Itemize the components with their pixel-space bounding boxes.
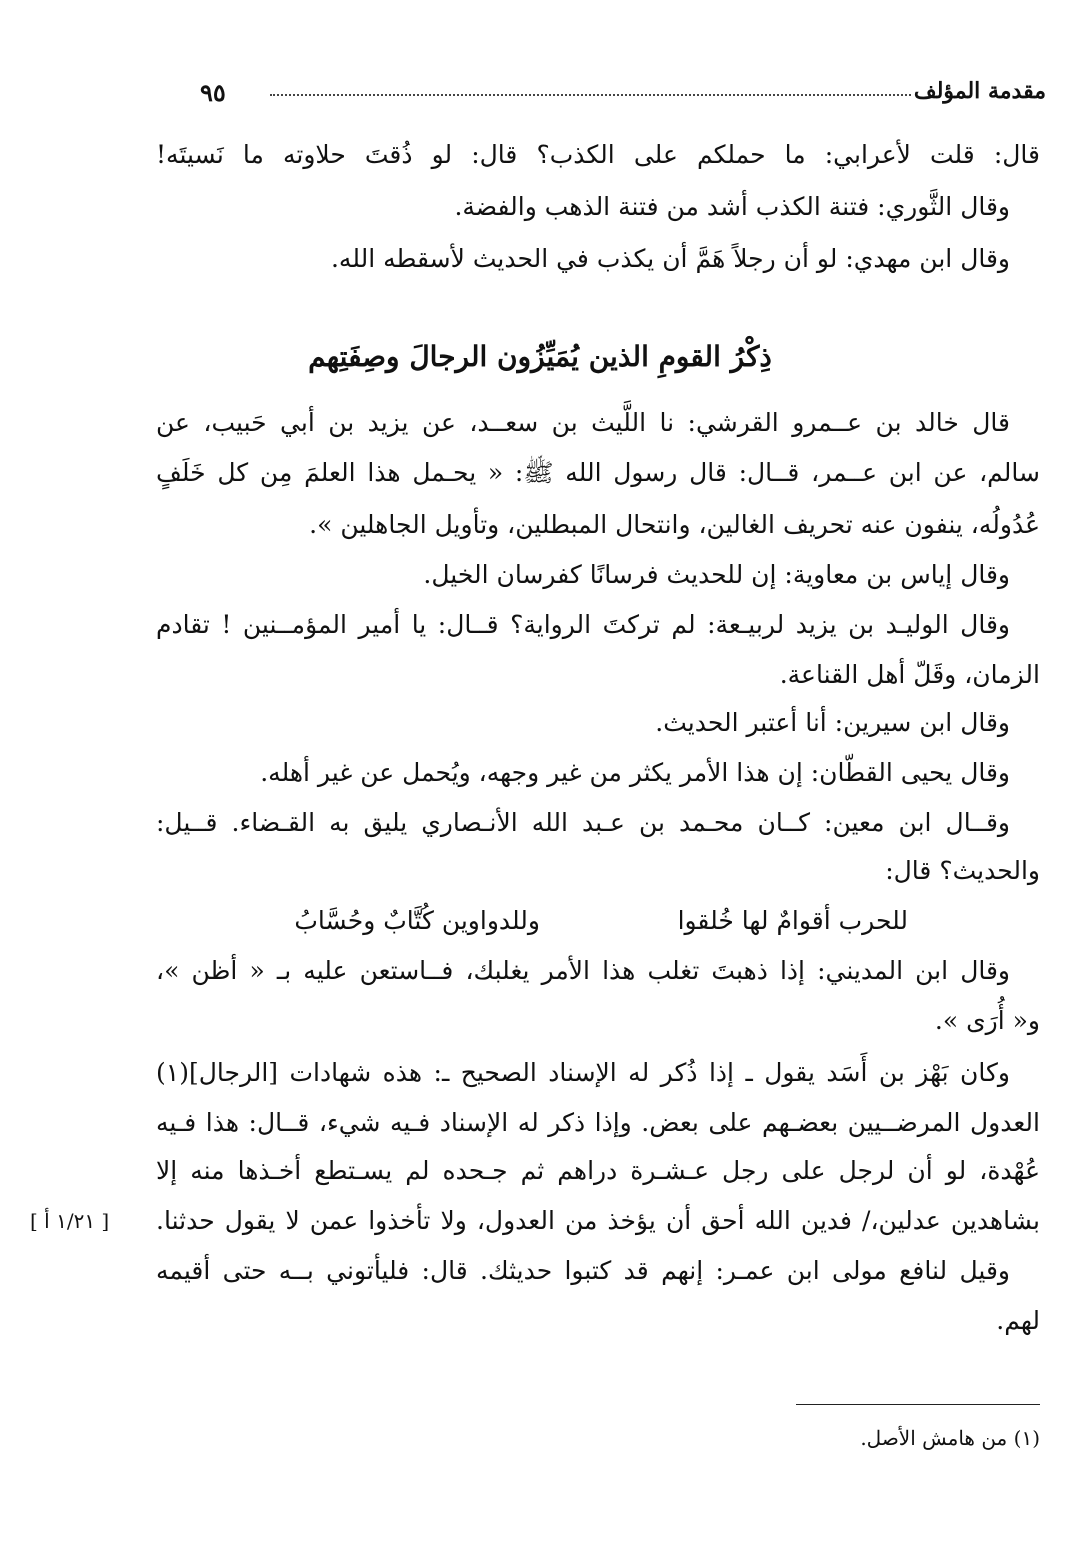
text-line: وقال ابن مهدي: لو أن رجلاً هَمَّ أن يكذب في الحديث لأسقطه الله. [330,244,1010,273]
text-line: وكان بَهْز بن أَسَد يقول ـ إذا ذُكر له الإسناد الصحيح ـ: هذه شهادات [الرجال](١) [156,1058,1010,1087]
text-line: وقال الثَّوري: فتنة الكذب أشد من فتنة الذهب والفضة. [454,192,1010,221]
text-line: لهم. [996,1306,1040,1335]
verse-hemistich-1: للحرب أقوامٌ لها خُلقوا [677,906,908,935]
text-line: الزمان، وقَلّ أهل القناعة. [779,660,1040,689]
manuscript-folio-reference: [ ١/٢١ أ ] [30,1209,110,1233]
text-line: قال: قلت لأعرابي: ما حملكم على الكذب؟ قال: لو ذُقتَ حلاوته ما نَسيتَه! [156,140,1040,169]
running-title: مقدمة المؤلف [913,78,1046,104]
page-number: ٩٥ [200,78,226,107]
text-line: وقال إياس بن معاوية: إن للحديث فرسانًا كفرسان الخيل. [423,560,1010,589]
text-line: عُدُولُه، ينفون عنه تحريف الغالين، وانتحال المبطلين، وتأويل الجاهلين ». [309,510,1040,539]
footnote: (١) من هامش الأصل. [860,1426,1040,1450]
footnote-separator [796,1404,1040,1405]
text-line: عُهْدة، لو أن لرجل على رجل عـشـرة دراهم ثم جـحده لم يسـتطع أخـذها منه إلا [156,1156,1040,1185]
header-dotted-rule [270,94,911,96]
section-heading: ذِكْرُ القومِ الذين يُمَيِّزُون الرجالَ وصِفَتِهم [308,340,772,373]
text-line: وقال يحيى القطّان: إن هذا الأمر يكثر من غير وجهه، ويُحمل عن غير أهله. [260,758,1010,787]
text-line: بشاهدين عدلين،/ فدين الله أحق أن يؤخذ من العدول، ولا تأخذوا عمن لا يقول حدثنا. [156,1206,1040,1235]
text-line: وقال ابن سيرين: أنا أعتبر الحديث. [655,708,1010,737]
text-line: والحديث؟ قال: [885,856,1040,885]
text-line: العدول المرضــيين بعضـهم على بعض. وإذا ذكر له الإسناد فـيه شيء، قــال: هذا فـيه [156,1108,1040,1137]
text-line: قال خالد بن عــمرو القرشي: نا اللَّيث بن سعــد، عن يزيد بن أبي حَبيب، عن [156,408,1010,437]
running-header [200,78,1046,112]
text-line: وقــال ابن معين: كــان محـمد بن عـبد الله الأنـصاري يليق به القـضاء. قــيل: [156,808,1010,837]
verse-hemistich-2: وللدواوين كُتَّابٌ وحُسَّابُ [294,906,540,935]
text-line: وقال الوليـد بن يزيد لربيـعة: لم تركتَ الرواية؟ قــال: يا أمير المؤمــنين ! تقادم [156,610,1010,639]
text-line: سالم، عن ابن عــمر، قــال: قال رسول الله ﷺ: « يحـمل هذا العلمَ مِن كل خَلَفٍ [156,458,1040,487]
text-line: وقال ابن المديني: إذا ذهبتَ تغلب هذا الأمر يغلبك، فــاستعن عليه بـ « أظن »، [156,956,1010,985]
text-line: و« أُرَى ». [934,1006,1040,1035]
text-line: وقيل لنافع مولى ابن عمـر: إنهم قد كتبوا حديثك. قال: فليأتوني بــه حتى أقيمه [156,1256,1010,1285]
